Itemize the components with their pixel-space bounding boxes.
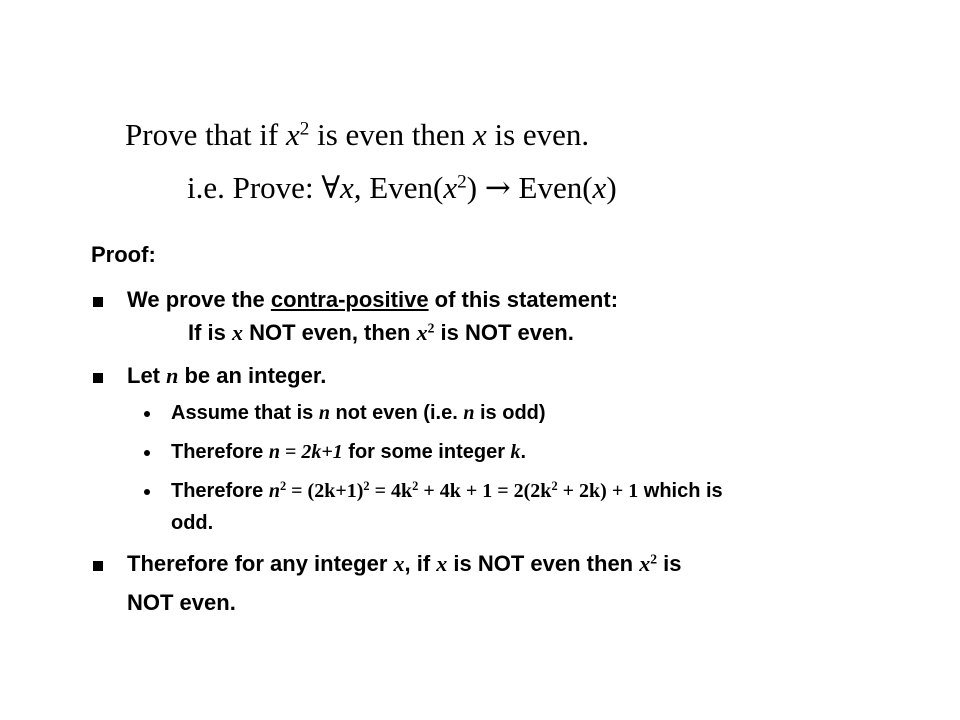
title2-var-x2: x <box>443 170 458 205</box>
forall-symbol: ∀ <box>321 170 341 206</box>
sub3-m4: + 4k + 1 = 2(2k <box>418 480 552 502</box>
bullet3-line1 <box>127 551 682 577</box>
proof-label: Proof: <box>91 242 156 267</box>
bullet1-text-b: of this statement: <box>428 287 619 312</box>
bullet1-l2-x2: x <box>416 320 428 345</box>
sub3-e2: 2 <box>363 479 370 494</box>
sub2-var-k: k <box>510 441 521 463</box>
bullet1-l2-b: NOT even, then <box>243 320 417 345</box>
sub1-text-a: Assume that is <box>171 402 319 424</box>
title1-exp: 2 <box>299 118 310 140</box>
bullet1-l2-x: x <box>232 320 244 345</box>
title2-close1: ) <box>466 170 485 205</box>
bullet2-var-n: n <box>166 363 179 388</box>
sub3-m5: + 2k) + 1 <box>557 480 639 502</box>
title1-prefix: Prove that if <box>125 117 286 152</box>
title2-var-x3: x <box>592 170 607 205</box>
title1-var-x: x <box>286 117 300 152</box>
bullet3-text-d: is <box>657 551 682 576</box>
sub3-m1: n <box>268 480 280 502</box>
sub2-text-a: Therefore <box>171 441 269 463</box>
title2-even2: Even( <box>510 170 593 205</box>
bullet2-text-b: be an integer. <box>178 363 327 388</box>
sub3-text-a: Therefore <box>171 480 269 502</box>
bullet3-text-b: , if <box>404 551 437 576</box>
sub2-text-c: . <box>520 441 527 463</box>
bullet3-var-x3: x <box>639 551 651 576</box>
square-bullet-icon <box>93 373 103 383</box>
title2-even1: Even( <box>361 170 444 205</box>
square-bullet-icon <box>93 297 103 307</box>
sub1-line <box>171 402 546 425</box>
round-bullet-icon <box>144 450 150 456</box>
sub3-line2: odd. <box>171 512 214 534</box>
bullet1-text-a: We prove the <box>127 287 271 312</box>
title1-suffix: is even. <box>486 117 590 152</box>
bullet3-var-x: x <box>393 551 405 576</box>
bullet3-text-a: Therefore for any integer <box>127 551 394 576</box>
bullet3-text-c: is NOT even then <box>447 551 640 576</box>
sub1-text-c: is odd) <box>474 402 546 424</box>
sub2-math: n = 2k+1 <box>268 441 343 463</box>
sub1-text-b: not even (i.e. <box>329 402 464 424</box>
title-line-1 <box>125 117 589 153</box>
title2-var-x: x, <box>340 170 362 205</box>
bullet1-l2-a: If is <box>188 320 233 345</box>
contra-positive-term: contra-positive <box>270 287 429 312</box>
title2-prefix: i.e. Prove: <box>187 170 322 205</box>
bullet2-text-a: Let <box>127 363 167 388</box>
sub1-var-n2: n <box>463 402 475 424</box>
round-bullet-icon <box>144 489 150 495</box>
bullet3-var-x2: x <box>436 551 448 576</box>
title2-close2: ) <box>606 170 617 205</box>
round-bullet-icon <box>144 411 150 417</box>
sub3-line1 <box>171 480 723 503</box>
sub3-e4: 2 <box>551 479 558 494</box>
sub1-var-n: n <box>318 402 330 424</box>
bullet1-l2-exp: 2 <box>427 320 435 336</box>
bullet1-l2-c: is NOT even. <box>434 320 574 345</box>
title1-var-x2: x <box>472 117 487 152</box>
sub2-text-b: for some integer <box>342 441 511 463</box>
sub2-line <box>171 441 526 464</box>
title1-middle: is even then <box>309 117 473 152</box>
bullet1-line2 <box>188 320 574 346</box>
sub3-m2: = (2k+1) <box>286 480 364 502</box>
bullet1-line1 <box>127 287 618 313</box>
bullet2-line <box>127 363 326 389</box>
sub3-e1: 2 <box>279 479 287 494</box>
title-line-2 <box>187 170 617 206</box>
title2-exp: 2 <box>457 171 467 193</box>
sub3-text-b: which is <box>638 480 723 502</box>
sub3-m3: = 4k <box>369 480 413 502</box>
bullet3-line2: NOT even. <box>127 590 236 615</box>
square-bullet-icon <box>93 561 103 571</box>
bullet3-exp: 2 <box>650 551 658 567</box>
implies-arrow-icon: → <box>484 170 511 206</box>
sub3-e3: 2 <box>412 479 419 494</box>
